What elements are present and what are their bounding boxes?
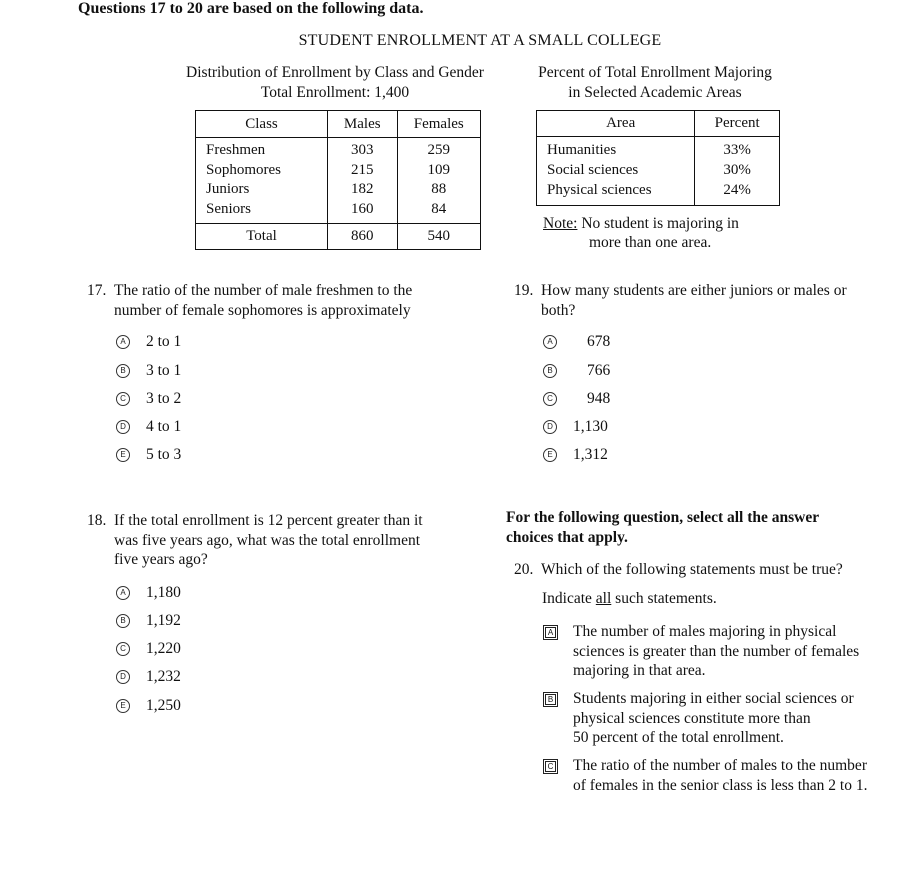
cell-area: Social sciences [537, 160, 695, 180]
question-text-line: How many students are either juniors or males or [541, 282, 847, 299]
table-row [196, 138, 481, 161]
cell-percent: 33% [695, 137, 780, 161]
option-text-line: physical sciences constitute more than [573, 709, 811, 727]
indicate-instruction [542, 590, 717, 608]
table-header-row [196, 111, 481, 138]
note-label: Note: [543, 215, 578, 232]
majors-table [536, 110, 780, 206]
cell-total-females: 540 [397, 224, 480, 250]
table-note [543, 214, 783, 252]
q20-option-a[interactable] [543, 622, 888, 681]
option-bubble[interactable]: A [116, 335, 130, 349]
option-bubble[interactable]: B [543, 364, 557, 378]
cell-area: Physical sciences [537, 180, 695, 206]
option-text: 678 [587, 333, 611, 350]
option-text: 1,250 [146, 697, 181, 714]
page-title: STUDENT ENROLLMENT AT A SMALL COLLEGE [298, 32, 662, 49]
column-header: Area [537, 111, 695, 137]
table-header-row [537, 111, 780, 137]
question-text-line: Which of the following statements must be true? [541, 561, 843, 578]
question-text-line: both? [541, 301, 576, 319]
table-row [537, 180, 780, 206]
select-all-instruction [506, 508, 866, 547]
option-bubble[interactable]: B [116, 364, 130, 378]
cell-males: 303 [327, 138, 397, 161]
option-text: 2 to 1 [146, 333, 182, 350]
option-text-line: The ratio of the number of males to the number [573, 757, 867, 774]
cell-total-label: Total [196, 224, 328, 250]
question-19 [514, 281, 884, 320]
cell-females: 88 [397, 180, 480, 200]
question-17 [87, 281, 467, 320]
right-table-caption [520, 63, 790, 103]
option-text: 1,192 [146, 612, 181, 629]
option-bubble[interactable]: C [116, 392, 130, 406]
indicate-emphasis: all [595, 590, 612, 607]
option-bubble[interactable]: B [116, 614, 130, 628]
cell-females: 259 [397, 138, 480, 161]
section-header: Questions 17 to 20 are based on the following data. [78, 0, 424, 17]
option-text: 4 to 1 [146, 418, 182, 435]
left-caption-line1: Distribution of Enrollment by Class and Gender [186, 64, 484, 81]
option-bubble[interactable]: D [543, 420, 557, 434]
enrollment-table [195, 110, 481, 250]
option-bubble[interactable]: D [116, 670, 130, 684]
column-header: Females [397, 111, 480, 138]
checkbox[interactable]: B [543, 692, 558, 707]
table-row [196, 180, 481, 200]
question-text-line: number of female sophomores is approximately [114, 301, 411, 319]
cell-area: Humanities [537, 137, 695, 161]
left-table-caption [170, 63, 500, 103]
option-text: 1,130 [573, 418, 608, 435]
cell-class: Juniors [196, 180, 328, 200]
option-bubble[interactable]: A [116, 586, 130, 600]
cell-percent: 30% [695, 160, 780, 180]
option-bubble[interactable]: C [116, 642, 130, 656]
right-caption-line1: Percent of Total Enrollment Majoring [538, 64, 772, 81]
left-caption-line2: Total Enrollment: 1,400 [260, 84, 410, 101]
option-bubble[interactable]: E [543, 448, 557, 462]
column-header: Percent [695, 111, 780, 137]
option-text: 3 to 2 [146, 390, 182, 407]
table-row [537, 160, 780, 180]
option-bubble[interactable]: C [543, 392, 557, 406]
cell-percent: 24% [695, 180, 780, 206]
cell-males: 182 [327, 180, 397, 200]
option-text-line: sciences is greater than the number of females [573, 642, 860, 660]
cell-class: Freshmen [196, 138, 328, 161]
right-caption-line2: in Selected Academic Areas [568, 84, 742, 101]
checkbox[interactable]: A [543, 625, 558, 640]
cell-males: 215 [327, 161, 397, 181]
question-number: 17. [87, 282, 107, 299]
option-text: 5 to 3 [146, 446, 182, 463]
option-text-line: Students majoring in either social sciences or [573, 690, 854, 707]
question-text-line: The ratio of the number of male freshmen to the [114, 282, 413, 299]
option-bubble[interactable]: A [543, 335, 557, 349]
question-number: 18. [87, 512, 107, 529]
question-number: 20. [514, 561, 534, 578]
cell-females: 84 [397, 200, 480, 224]
option-text: 1,180 [146, 584, 181, 601]
cell-females: 109 [397, 161, 480, 181]
note-line1: No student is majoring in [581, 215, 739, 232]
option-text: 1,220 [146, 640, 181, 657]
option-text: 766 [587, 362, 611, 379]
option-text: 948 [587, 390, 611, 407]
option-bubble[interactable]: E [116, 699, 130, 713]
question-number: 19. [514, 282, 534, 299]
option-text-line: of females in the senior class is less than 2 to 1. [573, 776, 868, 794]
indicate-text: Indicate [542, 590, 596, 607]
table-row [537, 137, 780, 161]
cell-class: Seniors [196, 200, 328, 224]
option-text: 1,232 [146, 668, 181, 685]
column-header: Males [327, 111, 397, 138]
table-total-row [196, 224, 481, 250]
note-line2: more than one area. [589, 234, 712, 251]
question-18 [87, 511, 467, 570]
instruction-line: For the following question, select all the answer [506, 509, 820, 526]
option-text-line: 50 percent of the total enrollment. [573, 729, 784, 746]
option-bubble[interactable]: D [116, 420, 130, 434]
question-text-line: was five years ago, what was the total enrollment [114, 531, 421, 549]
question-text-line: five years ago? [114, 551, 208, 568]
q20-option-b[interactable] [543, 689, 888, 748]
table-row [196, 161, 481, 181]
question-20 [514, 560, 884, 580]
checkbox[interactable]: C [543, 759, 558, 774]
instruction-line: choices that apply. [506, 528, 628, 546]
cell-total-males: 860 [327, 224, 397, 250]
q20-option-c[interactable] [543, 756, 888, 795]
cell-class: Sophomores [196, 161, 328, 181]
option-bubble[interactable]: E [116, 448, 130, 462]
indicate-text: such statements. [611, 590, 717, 607]
column-header: Class [196, 111, 328, 138]
cell-males: 160 [327, 200, 397, 224]
option-text-line: majoring in that area. [573, 662, 706, 679]
option-text-line: The number of males majoring in physical [573, 623, 837, 640]
question-text-line: If the total enrollment is 12 percent greater than it [114, 512, 423, 529]
table-row [196, 200, 481, 224]
option-text: 1,312 [573, 446, 608, 463]
option-text: 3 to 1 [146, 362, 182, 379]
